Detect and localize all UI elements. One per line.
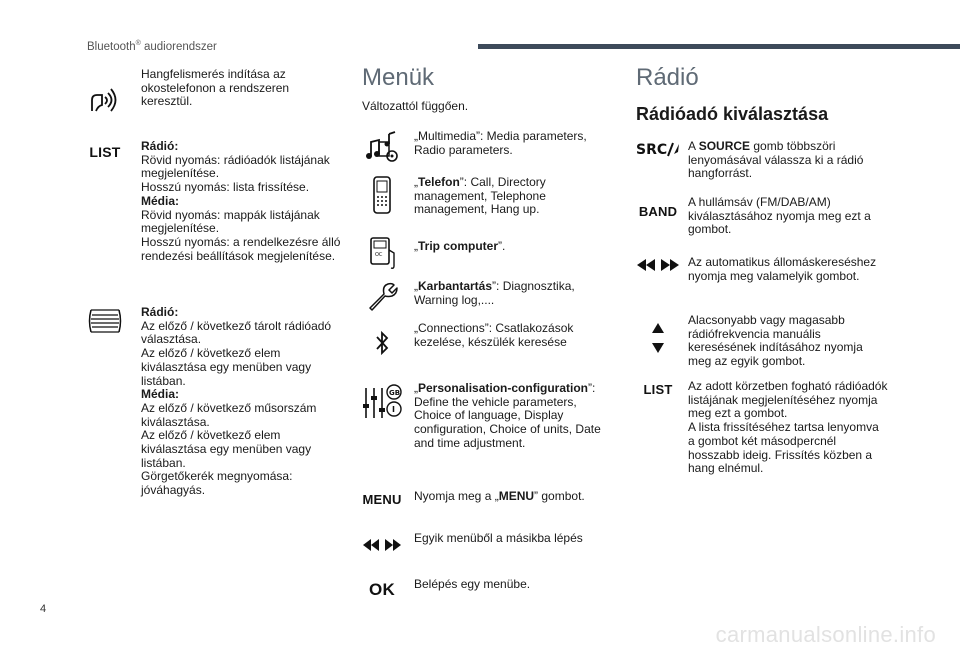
menu-item-karbantartas <box>362 280 604 312</box>
ok-button-icon: OK <box>369 580 395 599</box>
wrench-icon <box>362 280 402 312</box>
header-title: Bluetooth® audiorendszer <box>87 40 217 53</box>
menu-intro: Változattól függően. <box>362 99 469 113</box>
radio-list-row <box>636 380 888 476</box>
menu-arrows-text: Egyik menüből a másikba lépés <box>414 531 583 545</box>
seek-row <box>636 256 888 283</box>
menu-button-row <box>362 488 604 507</box>
svg-text:I: I <box>392 405 395 414</box>
menu-item-connections-text: „Connections”: Csatlakozások kezelése, készülék keresése <box>414 321 574 349</box>
up-down-arrows-icon <box>636 322 680 354</box>
menu-button-text: Nyomja meg a „MENU” gombot. <box>414 489 585 503</box>
radio-section-title: Rádió <box>636 64 699 91</box>
radio-list-text: Az adott körzetben fogható rádióadók listájának megjelenítéséhez nyomja meg ezt a gombot. A lista frissítéséhez tartsa lenyomva a gombot két másodpercnél hosszabb ideig. Frissítés közben a hang elnémul. <box>688 379 888 476</box>
menu-item-trip-text: „Trip computer”. <box>414 239 506 253</box>
menu-item-telefon-text: „Telefon”: Call, Directory management, Telephone management, Hang up. <box>414 175 546 217</box>
radio-subtitle: Rádióadó kiválasztása <box>636 104 829 124</box>
wheel-row <box>85 306 341 498</box>
manual-text: Alacsonyabb vagy magasabb rádiófrekvencia manuális keresésének indításához nyomja meg az egyik gombot. <box>688 313 863 369</box>
scroll-wheel-icon <box>85 308 125 334</box>
seek-arrows-icon <box>636 258 680 272</box>
source-text: A SOURCE gomb többszöri lenyomásával válassza ki a rádió hangforrást. <box>688 139 864 181</box>
page-number: 4 <box>40 603 47 615</box>
menu-item-personalisation-text: „Personalisation-configuration”: Define the vehicle parameters, Choice of language, Display configuration, Choice of units, Date and time adjustment. <box>414 381 601 450</box>
menu-item-multimedia-text: „Multimedia”: Media parameters, Radio parameters. <box>414 129 587 157</box>
svg-text:SRC: SRC <box>636 142 668 158</box>
list-icon: LIST <box>89 144 121 160</box>
trip-computer-icon <box>362 236 402 272</box>
menu-section-title: Menük <box>362 64 435 91</box>
left-right-arrows-icon <box>362 538 402 552</box>
menu-ok-text: Belépés egy menübe. <box>414 577 531 591</box>
svg-text:GB: GB <box>389 389 401 397</box>
personalisation-icon <box>362 382 402 422</box>
menu-item-multimedia <box>362 130 604 162</box>
menu-item-telefon <box>362 176 604 217</box>
band-icon: BAND <box>638 204 678 219</box>
menu-item-personalisation <box>362 382 609 451</box>
multimedia-icon <box>362 130 402 162</box>
header-bar <box>478 44 960 49</box>
watermark: carmanualsonline.info <box>715 622 936 647</box>
menu-ok-row <box>362 576 604 600</box>
source-icon <box>636 140 680 158</box>
band-row <box>636 196 888 237</box>
bluetooth-icon <box>362 330 402 356</box>
band-text: A hullámsáv (FM/DAB/AM) kiválasztásához nyomja meg ezt a gombot. <box>688 195 871 237</box>
menu-item-connections <box>362 322 604 356</box>
list-row <box>85 140 341 263</box>
radio-list-icon: LIST <box>643 382 673 397</box>
source-row <box>636 140 888 181</box>
manual-row <box>636 314 888 369</box>
menu-item-trip <box>362 236 604 272</box>
menu-arrows-row <box>362 532 604 552</box>
svg-text:OC: OC <box>375 252 383 258</box>
seek-text: Az automatikus állomáskereséshez nyomja meg valamelyik gombot. <box>688 255 877 283</box>
wheel-text: Rádió: Az előző / következő tárolt rádióadó választása. Az előző / következő elem kiválasztása egy menüben vagy listában. Média: Az előző / következő műsorszám kiválasztása. Az előző / következő elem kiválasztása egy menüben vagy listában. Görgetőkerék megnyomása: jóváhagyás. <box>141 305 332 498</box>
list-text: Rádió: Rövid nyomás: rádióadók listájának megjelenítése. Hosszú nyomás: lista frissítése. Média: Rövid nyomás: mappák listájának megjelenítése. Hosszú nyomás: a rendelkezésre álló rendezési beállítások megjelenítése. <box>141 139 341 263</box>
menu-button-icon: MENU <box>362 492 402 507</box>
voice-recognition-icon <box>85 78 125 118</box>
voice-row <box>85 68 341 118</box>
menu-item-karbantartas-text: „Karbantartás”: Diagnosztika, Warning log,.... <box>414 279 575 307</box>
phone-icon <box>362 176 402 214</box>
voice-text: Hangfelismerés indítása az okostelefonon a rendszeren keresztül. <box>141 67 290 109</box>
